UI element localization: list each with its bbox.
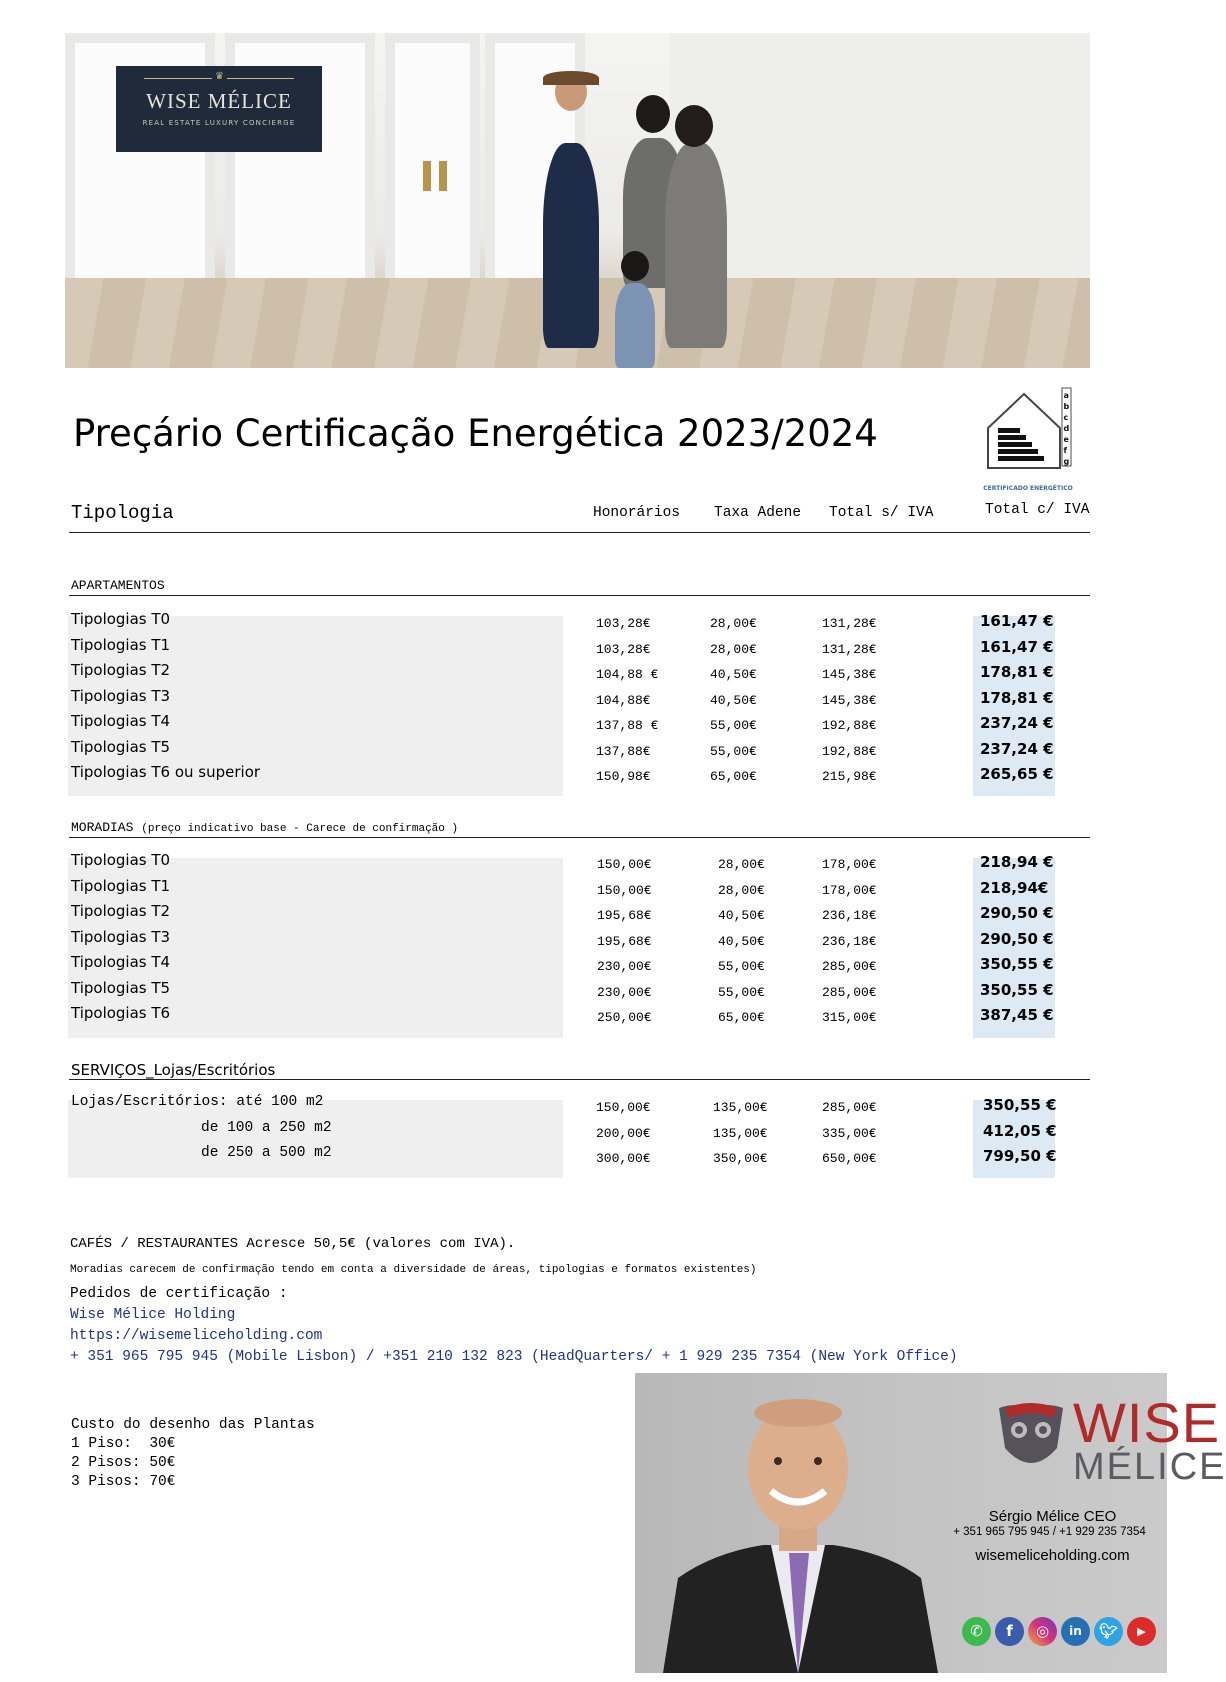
moradias-disclaimer: Moradias carecem de confirmação tendo em conta a diversidade de áreas, tipologias e formatos existentes) <box>70 1264 757 1276</box>
row-label: Tipologias T3 <box>71 686 171 705</box>
section-apartamentos: APARTAMENTOS <box>71 578 165 593</box>
total-s-iva-cell: 215,98€ <box>822 769 877 784</box>
taxa-adene-cell: 135,00€ <box>713 1100 768 1115</box>
woman-head <box>636 95 670 133</box>
taxa-adene-cell: 40,50€ <box>718 908 765 923</box>
honorarios-cell: 103,28€ <box>596 616 651 631</box>
total-c-iva-cell: 350,55 € <box>980 955 1054 973</box>
svg-text:f: f <box>1063 446 1067 455</box>
total-c-iva-cell: 237,24 € <box>980 739 1054 758</box>
total-c-iva-cell: 218,94 € <box>980 853 1054 871</box>
door-handle <box>423 161 431 191</box>
honorarios-cell: 250,00€ <box>597 1010 652 1025</box>
man-head <box>675 105 713 147</box>
honorarios-cell: 230,00€ <box>597 984 652 1000</box>
total-s-iva-cell: 192,88€ <box>822 743 877 759</box>
website-link[interactable]: https://wisemeliceholding.com <box>70 1328 323 1344</box>
energy-certificate-icon <box>982 388 1072 493</box>
honorarios-cell: 150,98€ <box>596 769 651 784</box>
taxa-adene-cell: 40,50€ <box>718 933 765 949</box>
honorarios-cell: 200,00€ <box>596 1125 651 1141</box>
header-rule <box>69 532 1090 533</box>
company-name: Wise Mélice Holding <box>70 1307 236 1323</box>
honorarios-cell: 150,00€ <box>597 882 652 898</box>
row-label: Tipologias T0 <box>71 851 171 869</box>
whatsapp-icon[interactable]: ✆ <box>962 1617 991 1646</box>
total-c-iva-cell: 178,81 € <box>980 688 1054 707</box>
ceo-photo <box>653 1373 943 1673</box>
row-label: Tipologias T5 <box>71 978 171 997</box>
ceo-website[interactable]: wisemeliceholding.com <box>975 1547 1130 1564</box>
row-label: de 250 a 500 m2 <box>201 1145 332 1161</box>
taxa-adene-cell: 28,00€ <box>718 882 765 898</box>
total-c-iva-cell: 161,47 € <box>980 637 1054 656</box>
window-pane <box>385 33 480 303</box>
taxa-adene-cell: 65,00€ <box>718 1010 765 1025</box>
row-label: Tipologias T1 <box>71 635 171 654</box>
total-s-iva-cell: 236,18€ <box>822 908 877 923</box>
total-c-iva-cell: 265,65 € <box>980 765 1054 783</box>
total-s-iva-cell: 285,00€ <box>822 1100 877 1115</box>
cert-label: CERTIFICADO ENERGÉTICO <box>983 485 1073 492</box>
door-handle <box>439 161 447 191</box>
row-label: de 100 a 250 m2 <box>201 1119 332 1136</box>
taxa-adene-cell: 65,00€ <box>710 769 757 784</box>
section-moradias <box>71 820 458 835</box>
svg-text:e: e <box>1063 435 1069 444</box>
total-s-iva-cell: 145,38€ <box>822 667 877 682</box>
taxa-adene-cell: 55,00€ <box>718 984 765 1000</box>
honorarios-cell: 104,88 € <box>596 667 659 682</box>
col-taxa-adene: Taxa Adene <box>714 505 802 521</box>
taxa-adene-cell: 55,00€ <box>710 743 757 759</box>
moradias-heading: MORADIAS <box>71 820 134 835</box>
svg-text:c: c <box>1063 413 1069 422</box>
row-label: Tipologias T1 <box>71 876 171 895</box>
section-rule <box>69 1079 1090 1080</box>
row-label: Tipologias T4 <box>71 953 171 971</box>
honorarios-cell: 150,00€ <box>597 857 652 872</box>
total-c-iva-cell: 350,55 € <box>983 1096 1057 1114</box>
total-s-iva-cell: 192,88€ <box>822 718 877 733</box>
total-s-iva-cell: 145,38€ <box>822 692 877 708</box>
ceo-phones: + 351 965 795 945 / +1 929 235 7354 <box>953 1526 1146 1538</box>
section-servicos: SERVIÇOS_Lojas/Escritórios <box>71 1061 276 1079</box>
total-s-iva-cell: 178,00€ <box>822 857 877 872</box>
man-figure <box>665 143 727 348</box>
total-s-iva-cell: 650,00€ <box>822 1151 877 1166</box>
total-c-iva-cell: 178,81 € <box>980 663 1054 681</box>
total-c-iva-cell: 350,55 € <box>980 980 1054 999</box>
row-label: Tipologias T4 <box>71 712 171 730</box>
total-s-iva-cell: 131,28€ <box>822 641 877 657</box>
honorarios-cell: 104,88€ <box>596 692 651 708</box>
agent-hair <box>543 71 599 85</box>
instagram-icon[interactable]: ◎ <box>1028 1617 1057 1646</box>
child-figure <box>615 283 655 368</box>
brand-wise-text: WISE <box>1073 1391 1221 1454</box>
logo-name: WISE MÉLICE <box>146 89 292 113</box>
total-c-iva-cell: 237,24 € <box>980 714 1054 732</box>
child-head <box>621 251 649 281</box>
col-honorarios: Honorários <box>593 505 681 521</box>
total-s-iva-cell: 315,00€ <box>822 1010 877 1025</box>
linkedin-icon[interactable]: in <box>1061 1617 1090 1646</box>
taxa-adene-cell: 28,00€ <box>710 641 757 657</box>
row-label: Tipologias T5 <box>71 737 171 756</box>
facebook-icon[interactable]: f <box>995 1617 1024 1646</box>
row-label: Tipologias T6 <box>71 1004 171 1022</box>
cafes-note: CAFÉS / RESTAURANTES Acresce 50,5€ (valores com IVA). <box>70 1236 516 1252</box>
total-c-iva-cell: 412,05 € <box>983 1121 1057 1140</box>
section-rule <box>69 595 1090 596</box>
plantas-heading: Custo do desenho das Plantas <box>71 1417 315 1433</box>
row-label: Tipologias T6 ou superior <box>71 763 261 781</box>
taxa-adene-cell: 350,00€ <box>713 1151 768 1166</box>
total-c-iva-cell: 290,50 € <box>980 904 1054 922</box>
taxa-adene-cell: 55,00€ <box>718 959 765 974</box>
section-rule <box>69 837 1090 838</box>
honorarios-cell: 195,68€ <box>597 933 652 949</box>
total-s-iva-cell: 178,00€ <box>822 882 877 898</box>
total-c-iva-cell: 290,50 € <box>980 929 1054 948</box>
honorarios-cell: 230,00€ <box>597 959 652 974</box>
row-label: Tipologias T0 <box>71 610 171 628</box>
total-s-iva-cell: 285,00€ <box>822 959 877 974</box>
taxa-adene-cell: 135,00€ <box>713 1125 768 1141</box>
agent-figure <box>543 143 599 348</box>
room-wall <box>670 33 1090 303</box>
total-c-iva-cell: 218,94€ <box>980 878 1049 897</box>
svg-text:g: g <box>1063 457 1070 466</box>
col-tipologia: Tipologia <box>71 502 174 524</box>
total-s-iva-cell: 131,28€ <box>822 616 877 631</box>
plantas-line: 1 Piso: 30€ <box>71 1436 176 1452</box>
row-label: Tipologias T3 <box>71 927 171 946</box>
total-s-iva-cell: 335,00€ <box>822 1125 877 1141</box>
total-c-iva-cell: 799,50 € <box>983 1147 1057 1165</box>
honorarios-cell: 103,28€ <box>596 641 651 657</box>
total-s-iva-cell: 285,00€ <box>822 984 877 1000</box>
page-title: Preçário Certificação Energética 2023/2024 <box>73 412 878 455</box>
total-c-iva-cell: 387,45 € <box>980 1006 1054 1024</box>
taxa-adene-cell: 28,00€ <box>710 616 757 631</box>
honorarios-cell: 195,68€ <box>597 908 652 923</box>
plantas-line: 2 Pisos: 50€ <box>71 1455 176 1471</box>
crown-icon: ♛ <box>212 71 227 82</box>
taxa-adene-cell: 28,00€ <box>718 857 765 872</box>
row-label: Tipologias T2 <box>71 902 171 920</box>
svg-text:a: a <box>1063 391 1069 400</box>
honorarios-cell: 300,00€ <box>596 1151 651 1166</box>
taxa-adene-cell: 55,00€ <box>710 718 757 733</box>
logo-subtitle: REAL ESTATE LUXURY CONCIERGE <box>142 119 296 127</box>
wise-melice-logo <box>116 66 322 152</box>
row-label: Lojas/Escritórios: até 100 m2 <box>71 1094 324 1110</box>
plantas-line: 3 Pisos: 70€ <box>71 1474 176 1490</box>
row-label: Tipologias T2 <box>71 661 171 679</box>
ceo-name: Sérgio Mélice CEO <box>988 1508 1117 1525</box>
svg-text:b: b <box>1063 402 1070 411</box>
pedidos-heading: Pedidos de certificação : <box>70 1286 288 1302</box>
total-c-iva-cell: 161,47 € <box>980 612 1054 630</box>
youtube-icon[interactable]: ▶ <box>1127 1617 1156 1646</box>
brand-melice-text: MÉLICE <box>1073 1446 1226 1488</box>
taxa-adene-cell: 40,50€ <box>710 692 757 708</box>
honorarios-cell: 150,00€ <box>596 1100 651 1115</box>
moradias-note: (preço indicativo base - Carece de confirmação ) <box>141 823 459 835</box>
col-total-c-iva: Total c/ IVA <box>985 502 1090 518</box>
total-s-iva-cell: 236,18€ <box>822 933 877 949</box>
labels-background <box>68 1100 563 1178</box>
honorarios-cell: 137,88€ <box>596 743 651 759</box>
twitter-icon[interactable]: 🐦︎ <box>1094 1617 1123 1646</box>
taxa-adene-cell: 40,50€ <box>710 667 757 682</box>
col-total-s-iva: Total s/ IVA <box>829 505 934 521</box>
phone-numbers: + 351 965 795 945 (Mobile Lisbon) / +351 210 132 823 (HeadQuarters/ + 1 929 235 7354 (New York Office) <box>70 1349 958 1365</box>
svg-text:d: d <box>1063 424 1070 433</box>
honorarios-cell: 137,88 € <box>596 718 659 733</box>
